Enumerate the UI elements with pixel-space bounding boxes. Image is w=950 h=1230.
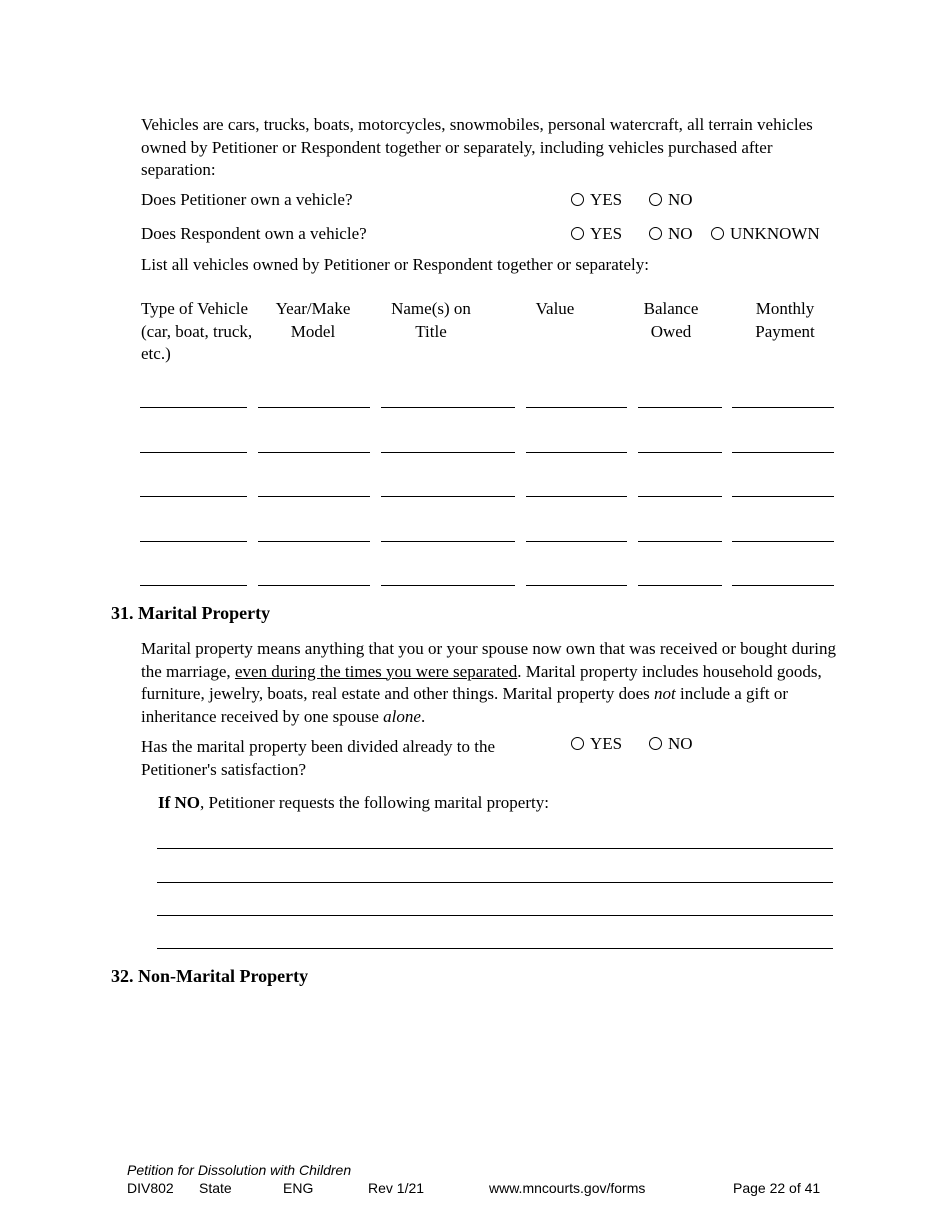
vehicle-entry-line[interactable] <box>258 452 370 453</box>
radio-icon[interactable] <box>571 737 584 750</box>
vehicles-intro: Vehicles are cars, trucks, boats, motorcycles, snowmobiles, personal watercraft, all terrain vehicles owned by Petitioner or Respondent together or separately, including vehicles purchased after separation: <box>141 115 813 179</box>
option-label: NO <box>668 190 693 209</box>
vehicle-entry-line[interactable] <box>732 407 834 408</box>
desc-emphasis: alone <box>383 706 421 726</box>
vehicle-entry-line[interactable] <box>258 585 370 586</box>
vehicle-entry-line[interactable] <box>638 541 722 542</box>
col-header-names-on-title: Name(s) on Title <box>391 299 471 341</box>
footer-page: Page 22 of 41 <box>733 1180 821 1196</box>
footer-url: www.mncourts.gov/forms <box>489 1180 646 1196</box>
option-label: NO <box>668 734 693 753</box>
radio-icon[interactable] <box>571 227 584 240</box>
vehicle-entry-line[interactable] <box>638 452 722 453</box>
vehicle-entry-line[interactable] <box>526 452 627 453</box>
vehicle-entry-line[interactable] <box>381 407 515 408</box>
petitioner-vehicle-no[interactable] <box>649 189 693 211</box>
footer-state: State <box>199 1180 232 1196</box>
if-no-instruction <box>158 792 549 814</box>
desc-emphasis: not <box>653 684 676 703</box>
marital-divided-question: Has the marital property been divided already to the Petitioner's satisfaction? <box>141 737 496 779</box>
desc-text: include a gift or inheritance received by one spouse <box>141 684 789 726</box>
vehicle-entry-line[interactable] <box>381 585 515 586</box>
respondent-vehicle-no[interactable] <box>649 223 693 245</box>
vehicle-entry-line[interactable] <box>381 452 515 453</box>
vehicle-entry-line[interactable] <box>526 407 627 408</box>
marital-divided-no[interactable] <box>649 733 693 755</box>
vehicle-entry-line[interactable] <box>638 496 722 497</box>
footer-rev: Rev 1/21 <box>368 1180 425 1196</box>
option-label: NO <box>668 224 693 243</box>
col-header-balance-owed: Balance Owed <box>643 299 699 341</box>
desc-text: . <box>420 706 426 726</box>
vehicle-entry-line[interactable] <box>526 541 627 542</box>
respondent-vehicle-yes[interactable] <box>571 223 622 245</box>
vehicle-entry-line[interactable] <box>638 585 722 586</box>
if-no-bold: If NO <box>158 793 201 812</box>
vehicle-entry-line[interactable] <box>732 496 834 497</box>
vehicle-entry-line[interactable] <box>258 496 370 497</box>
footer-title: Petition for Dissolution with Children <box>127 1162 352 1178</box>
vehicle-entry-line[interactable] <box>526 585 627 586</box>
col-header-value: Value <box>535 299 575 318</box>
option-label: YES <box>590 224 623 243</box>
footer-lang: ENG <box>283 1180 314 1196</box>
vehicle-entry-line[interactable] <box>526 496 627 497</box>
marital-request-line[interactable] <box>157 915 833 916</box>
marital-property-description <box>141 638 841 728</box>
col-header-type: Type of Vehicle (car, boat, truck, etc.) <box>141 299 253 363</box>
option-label: YES <box>590 734 623 753</box>
petitioner-vehicle-question: Does Petitioner own a vehicle? <box>141 190 353 209</box>
petitioner-vehicle-yes[interactable] <box>571 189 622 211</box>
footer-form-id: DIV802 <box>127 1180 174 1196</box>
vehicle-entry-line[interactable] <box>732 452 834 453</box>
col-header-year-make-model: Year/Make Model <box>275 299 351 341</box>
respondent-vehicle-unknown[interactable] <box>711 223 820 245</box>
vehicle-entry-line[interactable] <box>258 541 370 542</box>
vehicle-entry-line[interactable] <box>381 541 515 542</box>
radio-icon[interactable] <box>571 193 584 206</box>
vehicle-list-instruction: List all vehicles owned by Petitioner or Respondent together or separately: <box>141 255 649 274</box>
vehicle-entry-line[interactable] <box>732 541 834 542</box>
option-label: UNKNOWN <box>730 224 820 243</box>
radio-icon[interactable] <box>649 227 662 240</box>
vehicle-entry-line[interactable] <box>140 496 247 497</box>
radio-icon[interactable] <box>649 193 662 206</box>
marital-request-line[interactable] <box>157 848 833 849</box>
radio-icon[interactable] <box>711 227 724 240</box>
vehicle-entry-line[interactable] <box>140 585 247 586</box>
desc-underlined: even during the times you were separated <box>234 661 518 681</box>
vehicle-entry-line[interactable] <box>140 407 247 408</box>
marital-request-line[interactable] <box>157 882 833 883</box>
vehicle-entry-line[interactable] <box>140 541 247 542</box>
vehicle-entry-line[interactable] <box>732 585 834 586</box>
if-no-text: , Petitioner requests the following marital property: <box>200 793 549 812</box>
vehicle-entry-line[interactable] <box>638 407 722 408</box>
vehicle-entry-line[interactable] <box>258 407 370 408</box>
desc-text: Marital property means anything that you or your spouse now own that was received or bought during the marriage, <box>141 639 836 681</box>
radio-icon[interactable] <box>649 737 662 750</box>
vehicle-entry-line[interactable] <box>381 496 515 497</box>
marital-property-heading: 31. Marital Property <box>111 603 271 623</box>
desc-text: . Marital property includes household goods, furniture, jewelry, boats, real estate and other things. Marital property does <box>141 661 822 703</box>
respondent-vehicle-question: Does Respondent own a vehicle? <box>141 224 367 243</box>
col-header-monthly-payment: Monthly Payment <box>755 299 815 341</box>
non-marital-property-heading: 32. Non-Marital Property <box>111 966 309 986</box>
marital-divided-yes[interactable] <box>571 733 622 755</box>
option-label: YES <box>590 190 623 209</box>
marital-request-line[interactable] <box>157 948 833 949</box>
vehicle-entry-line[interactable] <box>140 452 247 453</box>
